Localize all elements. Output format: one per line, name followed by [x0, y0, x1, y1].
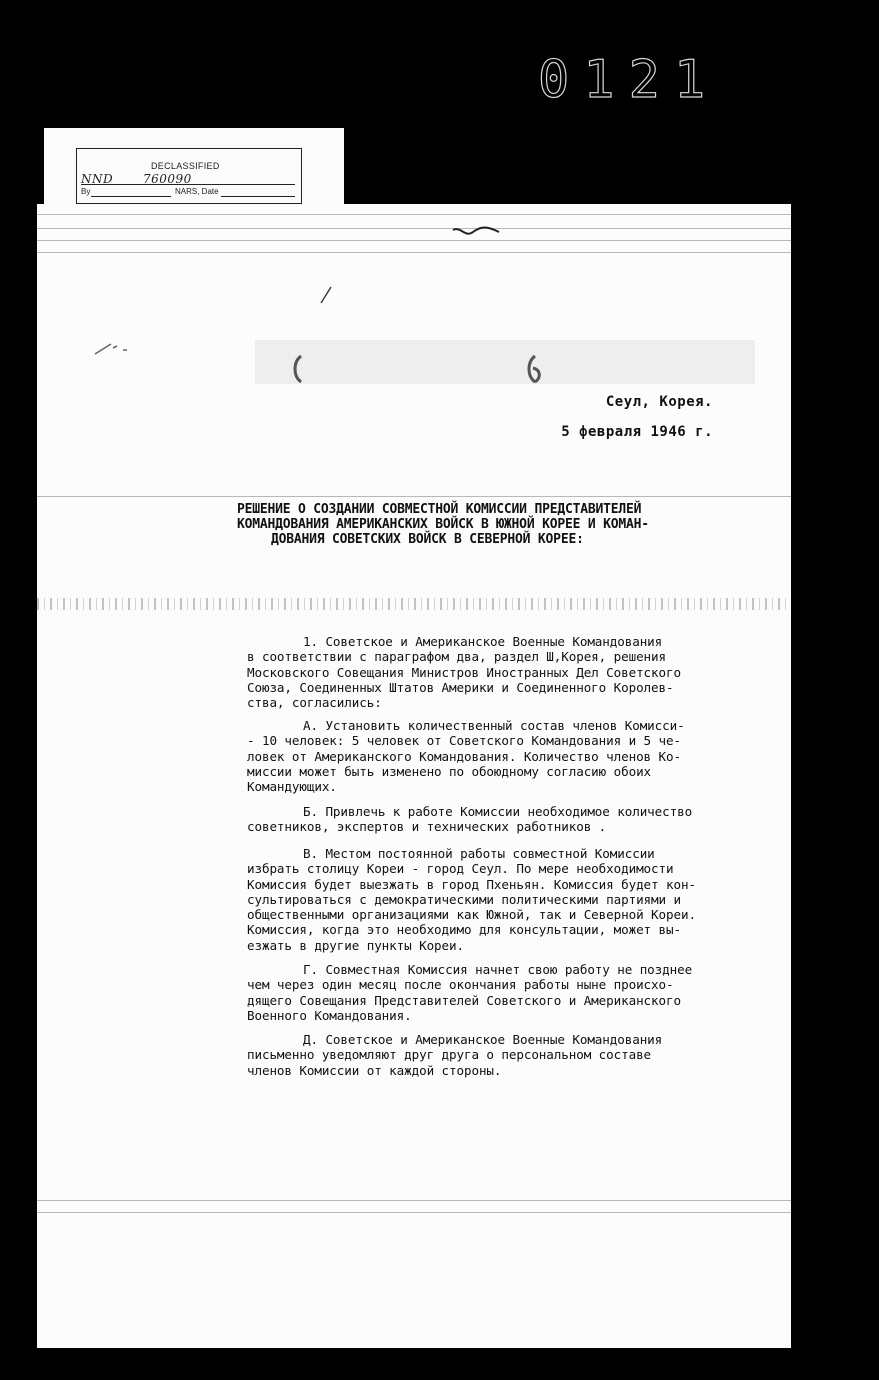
- paragraph-line: членов Комиссии от каждой стороны.: [247, 1062, 502, 1078]
- scan-line: [37, 252, 791, 253]
- declassification-authority: NND: [81, 172, 114, 186]
- paragraph-line: письменно уведомляют друг друга о персональном составе: [247, 1047, 652, 1063]
- paragraph-line: - 10 человек: 5 человек от Советского Командования и 5 че-: [247, 733, 681, 749]
- scan-line: [37, 228, 791, 229]
- paragraph-line: Военного Командования.: [247, 1007, 412, 1023]
- declassification-by-blank: [91, 196, 171, 197]
- document-title: [237, 502, 727, 547]
- faded-mark: [525, 354, 541, 392]
- paragraph-line: А. Установить количественный состав членов Комисси-: [303, 718, 685, 733]
- document-date: 5 февраля 1946 г.: [561, 424, 713, 440]
- declassification-authority-line: [81, 170, 295, 185]
- declassification-stamp: [76, 148, 302, 204]
- declassification-date-blank: [221, 196, 295, 197]
- pencil-tick-mark: [319, 286, 333, 304]
- paragraph-line: чем через один месяц после окончания работы ныне происхо-: [247, 977, 674, 993]
- paragraph-a: [247, 718, 767, 794]
- document-title-line: КОМАНДОВАНИЯ АМЕРИКАНСКИХ ВОЙСК В ЮЖНОЙ КОРЕЕ И КОМАН-: [237, 517, 649, 532]
- paragraph-line: сультироваться с демократическими политическими партиями и: [247, 891, 681, 907]
- paragraph-1: [247, 634, 767, 710]
- paragraph-line: миссии может быть изменено по обоюдному согласию обоих: [247, 763, 652, 779]
- declassification-by-label: By: [81, 187, 91, 196]
- paragraph-v: [247, 846, 767, 953]
- scan-line: [37, 1200, 791, 1201]
- document-page: [37, 204, 791, 1348]
- declassification-number: 760090: [143, 172, 192, 186]
- paragraph-line: Б. Привлечь к работе Комиссии необходимое количество: [303, 804, 693, 819]
- paragraph-line: В. Местом постоянной работы совместной Комиссии: [303, 846, 655, 861]
- declassified-heading: DECLASSIFIED: [151, 161, 220, 171]
- paragraph-line: Д. Советское и Американское Военные Командования: [303, 1032, 663, 1047]
- declassification-signature-line: [81, 187, 295, 199]
- paragraph-d: [247, 1032, 767, 1078]
- paragraph-g: [247, 962, 767, 1023]
- paragraph-line: езжать в другие пункты Кореи.: [247, 937, 464, 953]
- erased-stamp-area: [255, 340, 755, 384]
- handwritten-flourish-mark: [451, 224, 501, 240]
- paragraph-line: Комиссия будет выезжать в город Пхеньян. Комиссия будет кон-: [247, 876, 696, 892]
- paragraph-line: избрать столицу Кореи - город Сеул. По мере необходимости: [247, 861, 674, 877]
- paragraph-line: Комиссия, когда это необходимо для консультации, может вы-: [247, 922, 681, 938]
- paragraph-b: [247, 804, 767, 835]
- paragraph-line: советников, экспертов и технических работников .: [247, 819, 607, 835]
- faded-mark: [291, 354, 307, 392]
- paragraph-line: дящего Совещания Представителей Советского и Американского: [247, 992, 681, 1008]
- paragraph-line: 1. Советское и Американское Военные Командования: [303, 634, 663, 649]
- paragraph-line: Г. Совместная Комиссия начнет свою работу не позднее: [303, 962, 693, 977]
- scan-line: [37, 1212, 791, 1213]
- paragraph-line: Московского Совещания Министров Иностранных Дел Советского: [247, 664, 681, 680]
- scan-noise-band: [37, 598, 791, 610]
- page-number-stamp: 0121: [538, 50, 720, 110]
- document-title-line: РЕШЕНИЕ О СОЗДАНИИ СОВМЕСТНОЙ КОМИССИИ ПРЕДСТАВИТЕЛЕЙ: [237, 502, 642, 517]
- document-title-line: ДОВАНИЯ СОВЕТСКИХ ВОЙСК В СЕВЕРНОЙ КОРЕЕ:: [271, 532, 584, 547]
- paragraph-line: общественными организациями как Южной, так и Северной Кореи.: [247, 907, 696, 923]
- document-place: Сеул, Корея.: [605, 394, 713, 410]
- paragraph-line: Командующих.: [247, 779, 337, 795]
- paragraph-line: ства, согласились:: [247, 695, 382, 711]
- paragraph-line: в соответствии с параграфом два, раздел Ш,Корея, решения: [247, 649, 666, 665]
- paragraph-line: Союза, Соединенных Штатов Америки и Соединенного Королев-: [247, 679, 674, 695]
- declassification-nars-label: NARS, Date: [175, 187, 219, 196]
- scan-line: [37, 214, 791, 215]
- scan-smudge-mark: [93, 338, 133, 358]
- scan-line: [37, 496, 791, 497]
- scan-line: [37, 240, 791, 241]
- paragraph-line: ловек от Американского Командования. Количество членов Ко-: [247, 748, 681, 764]
